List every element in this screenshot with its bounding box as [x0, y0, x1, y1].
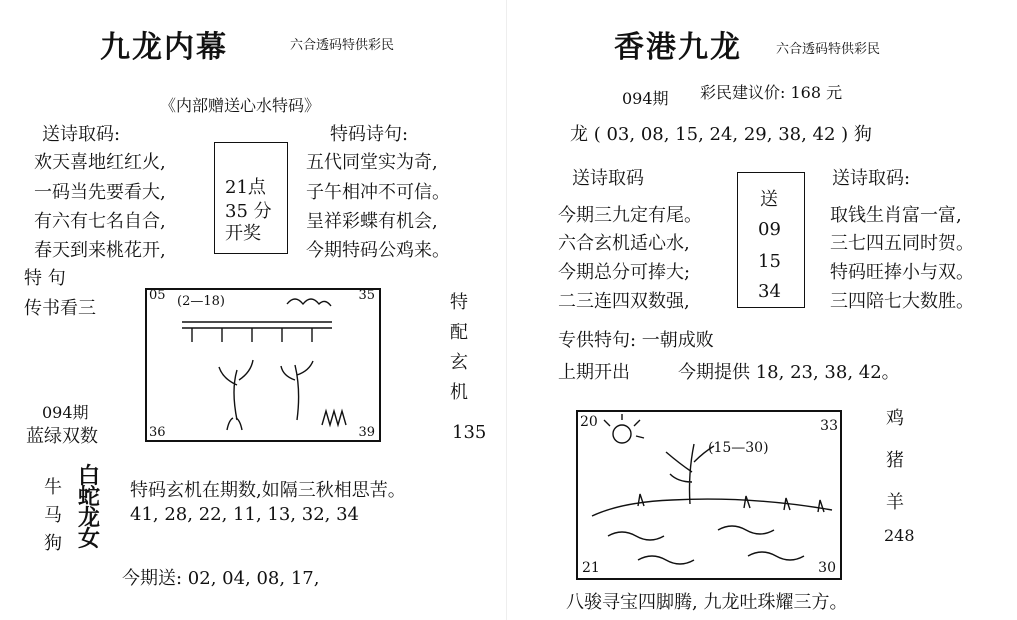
right-subtitle: 六合透码特供彩民: [776, 42, 881, 57]
left-verse-line-1: 五代同堂实为奇,: [306, 152, 438, 173]
plant-left: [219, 360, 253, 420]
left-period-note: 蓝绿双数: [26, 426, 98, 447]
right-side-char-2: 猪: [886, 450, 904, 471]
left-poem-head-left: 送诗取码:: [42, 124, 121, 145]
left-drawing-corner-br: 39: [358, 425, 375, 440]
left-drawing-corner-bl: 36: [149, 425, 166, 440]
grass-left: [227, 418, 242, 430]
left-xuanji-text: 特码玄机在期数,如隔三秋相思苦。: [130, 480, 406, 501]
left-period: 094期: [42, 403, 89, 422]
zodiac-big-4: 女: [78, 526, 101, 552]
left-send-line: 今期送: 02, 04, 08, 17,: [122, 568, 320, 589]
right-side-vertical: [882, 398, 908, 524]
right-dragon-line: 龙 ( 03, 08, 15, 24, 29, 38, 42 ) 狗: [570, 124, 872, 145]
right-verse-line-3: 特码旺捧小与双。: [830, 262, 974, 283]
left-drawing-corner-tr: 35: [358, 288, 375, 303]
left-banner: 《内部赠送心水特码》: [160, 96, 321, 115]
left-zodiac-big: [78, 463, 101, 552]
right-poem-line-1: 今期三九定有尾。: [558, 205, 702, 226]
left-hint-drawing: [145, 288, 381, 442]
right-sketch-scene: [578, 412, 840, 578]
right-hint-drawing: [576, 410, 842, 580]
left-subtitle: 六合透码特供彩民: [290, 38, 395, 53]
grass-tufts: [638, 494, 824, 512]
left-zodiac-list: [44, 474, 62, 558]
right-drawing-corner-br: 30: [818, 560, 836, 576]
water-wave-1: [608, 532, 664, 540]
water-wave-2: [718, 526, 774, 534]
left-verse-line-3: 呈祥彩蝶有机会,: [306, 211, 438, 232]
right-drawing-corner-tl: 20: [580, 414, 598, 430]
zodiac-big-2: 蛇: [78, 484, 101, 510]
zodiac-dog: 狗: [44, 533, 62, 554]
left-side-number: 135: [452, 422, 487, 443]
fence-posts: [192, 328, 312, 342]
zodiac-big-3: 龙: [78, 505, 101, 531]
sun: [613, 425, 631, 443]
right-poem-head-right: 送诗取码:: [832, 168, 911, 189]
fence-rail: [182, 322, 332, 328]
right-drawing-corner-bl: 21: [582, 560, 600, 576]
right-side-char-3: 羊: [886, 492, 904, 513]
right-special: 专供特句: 一朝成败: [558, 330, 714, 351]
right-last-period: 上期开出: [558, 362, 630, 383]
right-poem-head-left: 送诗取码: [572, 168, 644, 189]
sun-rays: [604, 414, 644, 438]
left-special-label: 特 句: [24, 268, 66, 289]
plant-right: [281, 361, 313, 420]
left-title: 九龙内幕: [100, 30, 228, 65]
right-title: 香港九龙: [614, 30, 742, 65]
hill: [592, 499, 832, 516]
bird-scribble: [287, 299, 331, 306]
panel-divider: [506, 0, 507, 620]
right-period: 094期: [622, 89, 669, 108]
right-send-box: [737, 172, 805, 308]
grass-right: [322, 411, 346, 425]
water-wave-3: [638, 556, 694, 564]
left-drawing-range: (2—18): [177, 294, 225, 309]
right-verse-line-4: 三四陪七大数胜。: [830, 291, 974, 312]
left-poem-line-3: 有六有七名自合,: [34, 211, 166, 232]
left-verse-line-4: 今期特码公鸡来。: [306, 240, 450, 261]
water-wave-4: [748, 552, 804, 560]
left-drawing-corner-tl: 05: [149, 288, 166, 303]
right-box-line-1: 送: [760, 189, 778, 210]
left-box-line-2: 35 分: [225, 201, 272, 222]
right-verse-line-2: 三七四五同时贺。: [830, 233, 974, 254]
right-verse-line-1: 取钱生肖富一富,: [830, 205, 962, 226]
left-side-char-2: 配: [450, 322, 468, 343]
right-box-line-2: 09: [758, 219, 781, 240]
right-poem-line-3: 今期总分可捧大;: [558, 262, 691, 283]
right-box-line-4: 34: [758, 281, 781, 302]
left-poem-line-1: 欢天喜地红红火,: [34, 152, 166, 173]
zodiac-ox: 牛: [44, 477, 62, 498]
left-side-char-4: 机: [450, 382, 468, 403]
left-poem-line-4: 春天到来桃花开,: [34, 240, 166, 261]
right-bottom-line: 八骏寻宝四脚腾, 九龙吐珠耀三方。: [566, 592, 848, 613]
right-side-number: 248: [884, 526, 915, 545]
left-poem-head-right: 特码诗句:: [330, 124, 409, 145]
left-side-vertical: [446, 288, 472, 408]
zodiac-big-1: 白: [78, 463, 101, 489]
left-draw-time-box: [214, 142, 288, 254]
right-drawing-range: (15—30): [708, 440, 769, 456]
left-sketch-scene: [147, 290, 379, 440]
right-price: 彩民建议价: 168 元: [700, 83, 843, 102]
left-poem-line-2: 一码当先要看大,: [34, 182, 166, 203]
right-provide: 今期提供 18, 23, 38, 42。: [678, 362, 900, 383]
left-verse-line-2: 子午相冲不可信。: [306, 182, 450, 203]
left-box-line-1: 21点: [225, 177, 266, 198]
zodiac-horse: 马: [44, 505, 62, 526]
right-drawing-corner-tr: 33: [820, 418, 838, 434]
right-poem-line-4: 二三连四双数强,: [558, 291, 690, 312]
right-side-char-1: 鸡: [886, 408, 904, 429]
right-box-line-3: 15: [758, 251, 781, 272]
left-box-line-3: 开奖: [225, 223, 261, 244]
left-riddle: 传书看三: [24, 298, 96, 319]
left-side-char-3: 玄: [450, 352, 468, 373]
right-poem-line-2: 六合玄机适心水,: [558, 233, 690, 254]
left-xuanji-numbers: 41, 28, 22, 11, 13, 32, 34: [130, 504, 359, 525]
tree: [666, 444, 714, 504]
left-side-char-1: 特: [450, 292, 468, 313]
